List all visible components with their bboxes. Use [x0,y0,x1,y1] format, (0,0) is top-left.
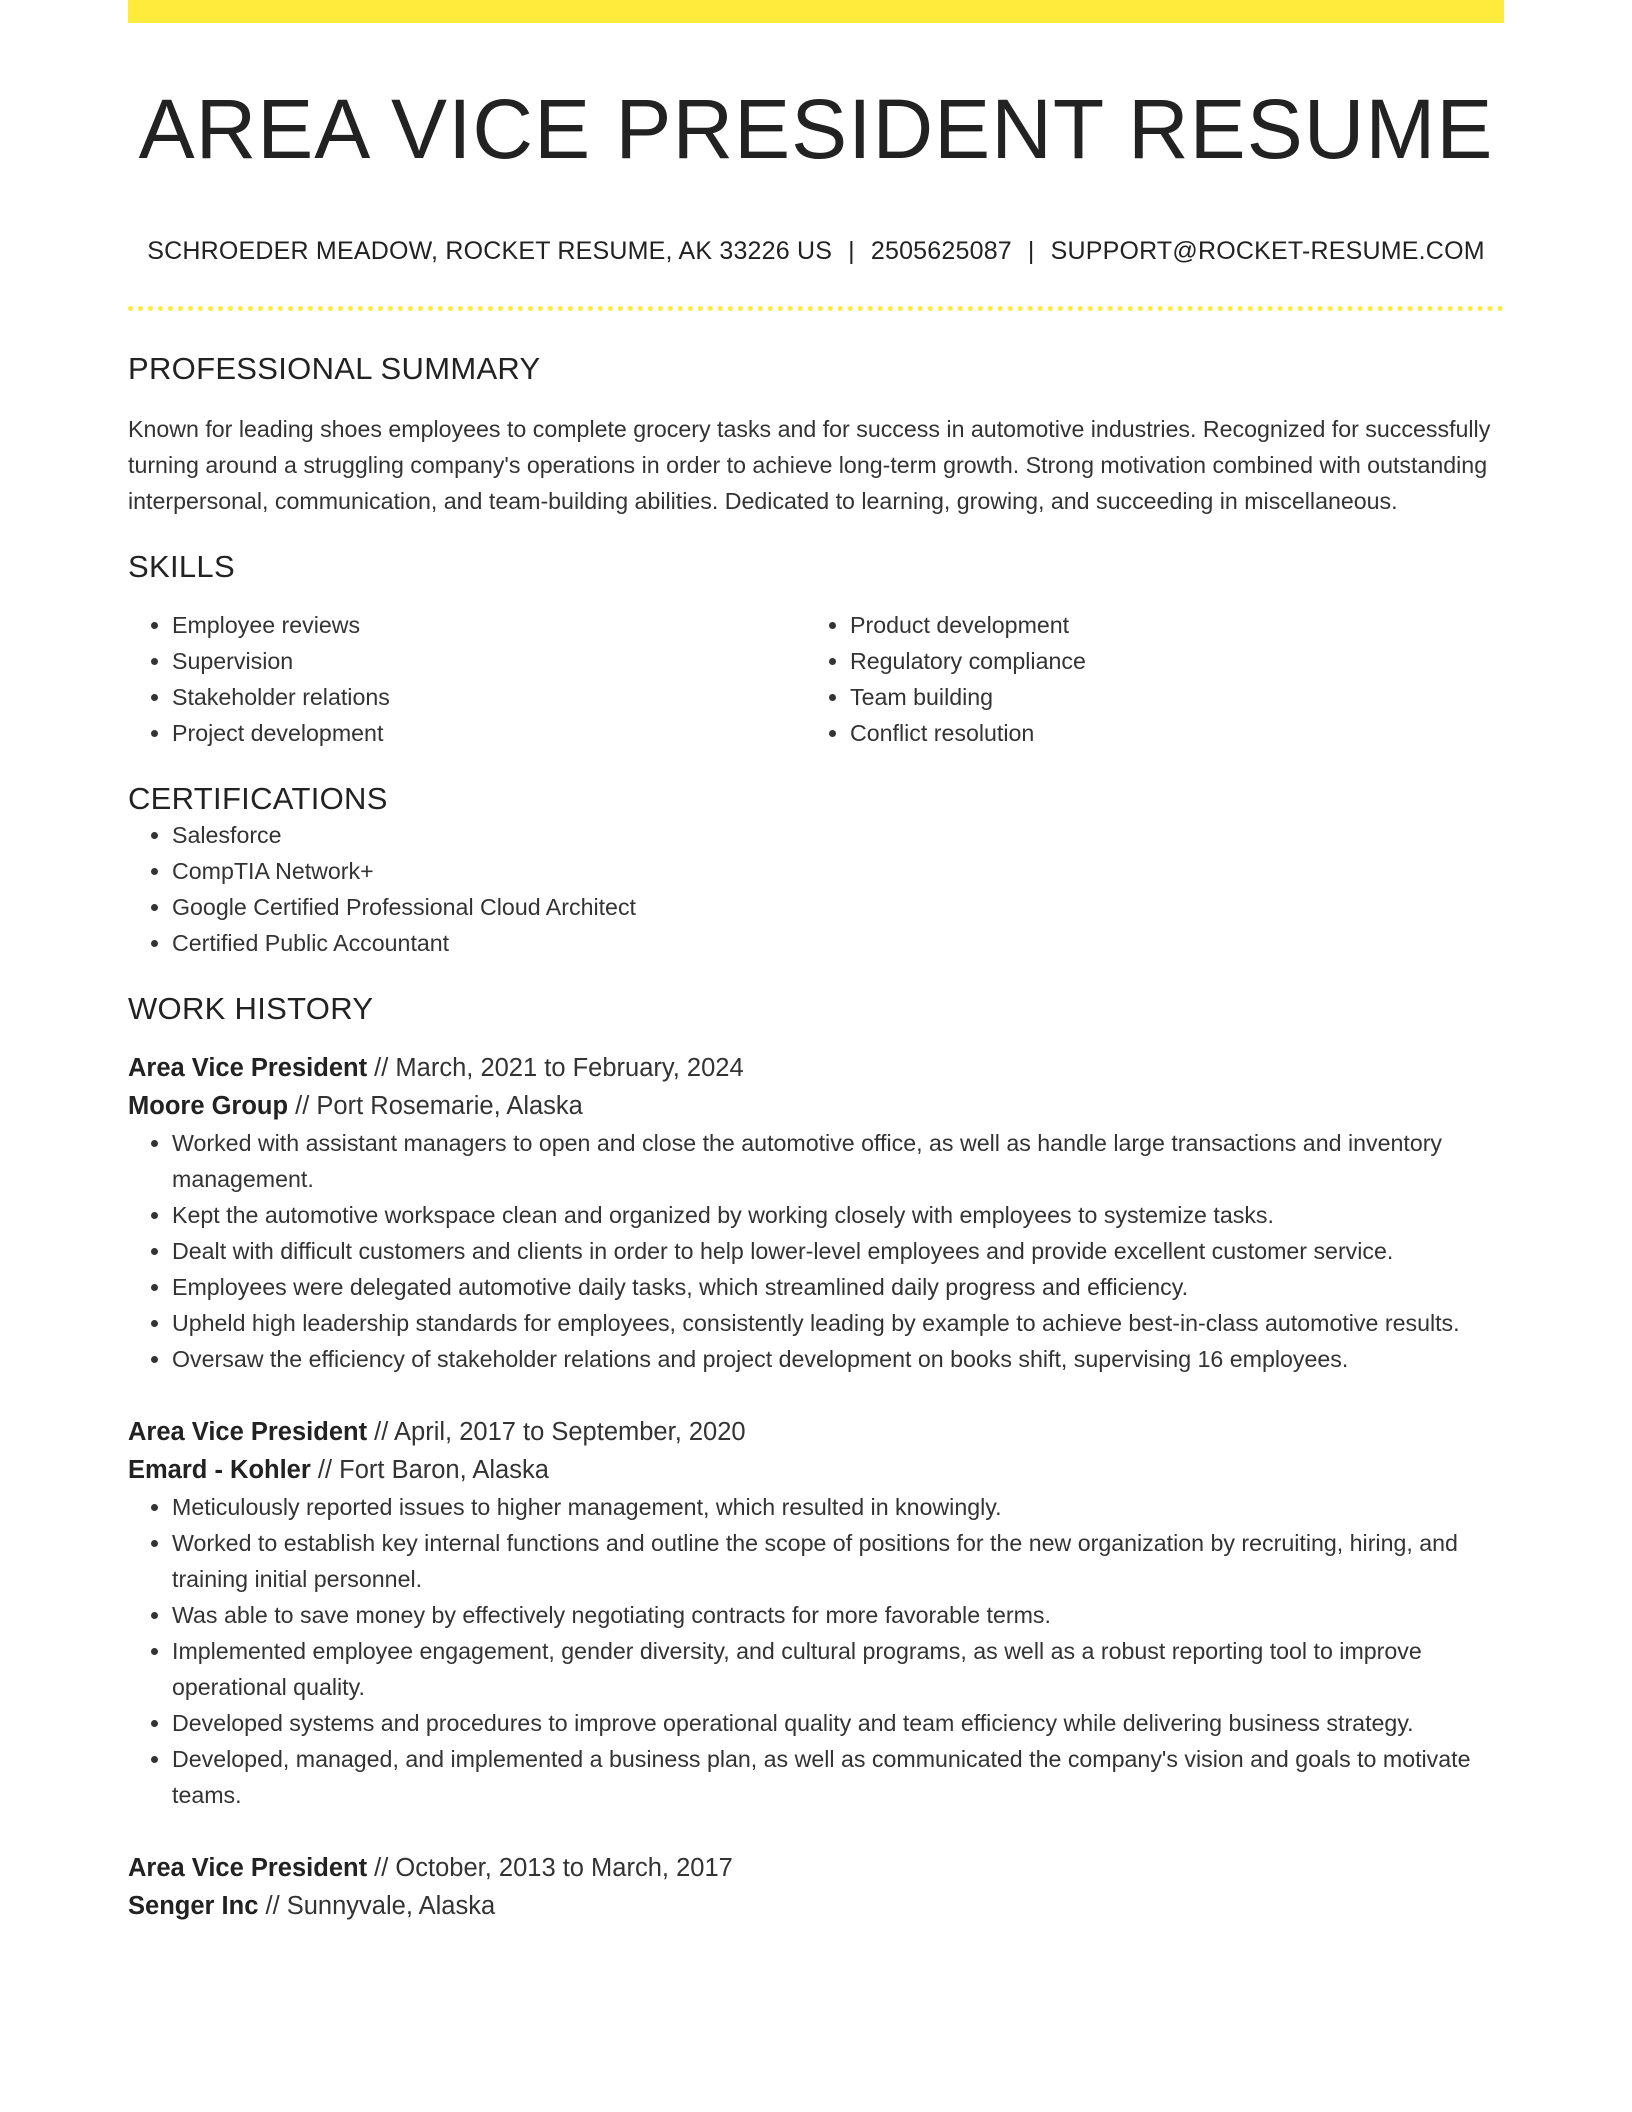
dotted-divider [128,306,1504,311]
resume-title: AREA VICE PRESIDENT RESUME [138,82,1494,176]
skills-list-left [128,607,806,751]
certification-item: • Google Certified Professional Cloud Architect [172,889,1504,925]
contact-line [128,236,1504,266]
skill-item: • Product development [850,607,1484,643]
job-title-line [128,1049,1504,1087]
job-company: Senger Inc [128,1892,259,1920]
certifications-heading: CERTIFICATIONS [128,781,388,816]
skills-column-right [806,607,1484,751]
job-location: // Fort Baron, Alaska [317,1456,549,1484]
certification-item: • CompTIA Network+ [172,853,1504,889]
job-company-line [128,1087,1504,1125]
job-company: Moore Group [128,1092,289,1120]
contact-phone: 2505625087 [870,237,1012,265]
job-company-line [128,1887,1504,1925]
job-title: Area Vice President [128,1054,368,1082]
contact-separator: | [1027,237,1035,265]
job-bullet: • Meticulously reported issues to higher management, which resulted in knowingly. [172,1489,1504,1525]
job-dates: // October, 2013 to March, 2017 [374,1854,733,1882]
work-history-heading: WORK HISTORY [128,991,374,1026]
skills-columns [128,607,1504,751]
job-bullet: • Dealt with difficult customers and clients in order to help lower-level employees and provide excellent customer service. [172,1233,1504,1269]
skill-item: • Stakeholder relations [172,679,806,715]
certifications-list [128,817,1504,961]
resume-content [128,0,1504,1925]
summary-text: Known for leading shoes employees to complete grocery tasks and for success in automotive industries. Recognized for successfully turning around a struggling company's operations in order to achieve long-term growth. Strong motivation combined with outstanding interpersonal, communication, and team-building abilities. Dedicated to learning, growing, and succeeding in miscellaneous. [128,416,1491,514]
skill-item: • Supervision [172,643,806,679]
job-location: // Port Rosemarie, Alaska [295,1092,583,1120]
job-bullet: • Implemented employee engagement, gender diversity, and cultural programs, as well as a robust reporting tool to improve operational quality. [172,1633,1504,1705]
job-company-line [128,1451,1504,1489]
job-bullet-list [128,1489,1504,1813]
job-bullet: • Developed, managed, and implemented a business plan, as well as communicated the company's vision and goals to motivate teams. [172,1741,1504,1813]
job-company: Emard - Kohler [128,1456,311,1484]
certification-item: • Certified Public Accountant [172,925,1504,961]
job-dates: // April, 2017 to September, 2020 [374,1418,746,1446]
job-dates: // March, 2021 to February, 2024 [374,1054,744,1082]
skill-item: • Employee reviews [172,607,806,643]
skill-item: • Regulatory compliance [850,643,1484,679]
job-bullet: • Worked with assistant managers to open and close the automotive office, as well as handle large transactions and inventory management. [172,1125,1504,1197]
skills-list-right [806,607,1484,751]
certification-item: • Salesforce [172,817,1504,853]
job-location: // Sunnyvale, Alaska [265,1892,496,1920]
job-bullet: • Employees were delegated automotive daily tasks, which streamlined daily progress and efficiency. [172,1269,1504,1305]
skill-item: • Conflict resolution [850,715,1484,751]
job-title-line [128,1849,1504,1887]
job-bullet: • Developed systems and procedures to improve operational quality and team efficiency while delivering business strategy. [172,1705,1504,1741]
job-title: Area Vice President [128,1418,368,1446]
job-bullet: • Worked to establish key internal functions and outline the scope of positions for the new organization by recruiting, hiring, and training initial personnel. [172,1525,1504,1597]
job-title-line [128,1413,1504,1451]
job-entry [128,1413,1504,1813]
job-bullet: • Oversaw the efficiency of stakeholder relations and project development on books shift, supervising 16 employees. [172,1341,1504,1377]
contact-email: SUPPORT@ROCKET-RESUME.COM [1050,237,1485,265]
job-entry [128,1849,1504,1925]
job-title: Area Vice President [128,1854,368,1882]
job-entry [128,1049,1504,1377]
summary-heading: PROFESSIONAL SUMMARY [128,351,541,386]
contact-separator: | [848,237,855,265]
job-bullet: • Upheld high leadership standards for employees, consistently leading by example to achieve best-in-class automotive results. [172,1305,1504,1341]
job-bullet-list [128,1125,1504,1377]
skill-item: • Project development [172,715,806,751]
contact-address: SCHROEDER MEADOW, ROCKET RESUME, AK 33226 US [147,237,833,265]
job-bullet: • Was able to save money by effectively negotiating contracts for more favorable terms. [172,1597,1504,1633]
job-bullet: • Kept the automotive workspace clean and organized by working closely with employees to systemize tasks. [172,1197,1504,1233]
skill-item: • Team building [850,679,1484,715]
skills-heading: SKILLS [128,549,235,584]
skills-column-left [128,607,806,751]
